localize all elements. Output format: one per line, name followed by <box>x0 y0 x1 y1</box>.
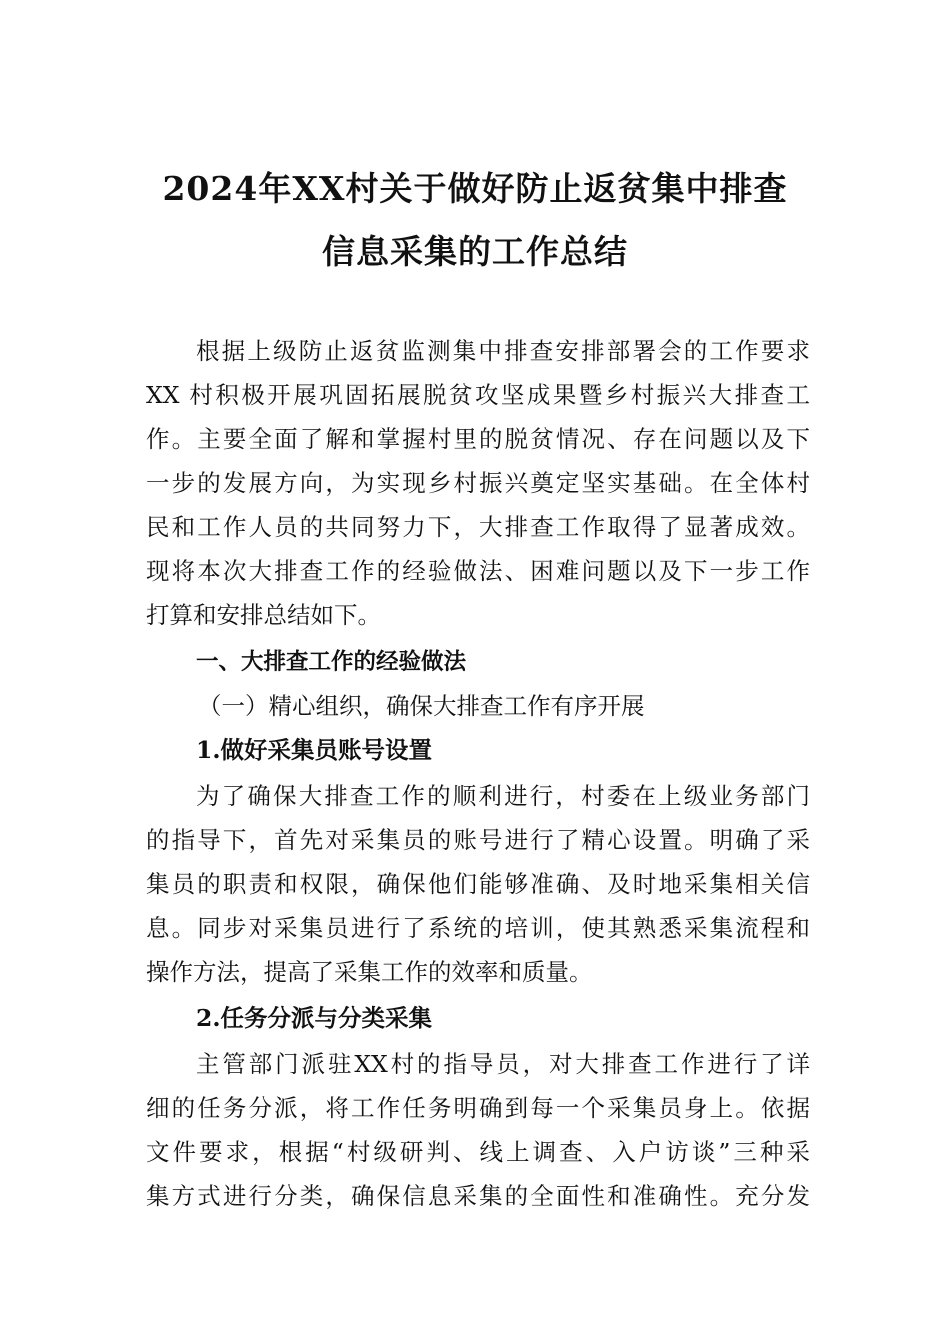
item2-line: 集方式进行分类，确保信息采集的全面性和准确性。充分发 <box>146 1182 810 1210</box>
intro-line: 民和工作人员的共同努力下，大排查工作取得了显著成效。 <box>146 513 810 541</box>
document-title-line-1: 2024年XX村关于做好防止返贫集中排查 <box>162 169 788 208</box>
item1-line: 息。同步对采集员进行了系统的培训，使其熟悉采集流程和 <box>146 914 810 942</box>
intro-line: XX 村积极开展巩固拓展脱贫攻坚成果暨乡村振兴大排查工 <box>146 381 810 409</box>
item1-line: 集员的职责和权限，确保他们能够准确、及时地采集相关信 <box>146 870 810 898</box>
item2-line: 细的任务分派，将工作任务明确到每一个采集员身上。依据 <box>146 1094 810 1122</box>
item-heading: 1.做好采集员账号设置 <box>196 736 433 764</box>
item1-line: 为了确保大排查工作的顺利进行，村委在上级业务部门 <box>196 782 810 810</box>
item2-line: 主管部门派驻XX村的指导员，对大排查工作进行了详 <box>196 1050 810 1078</box>
item-heading: 2.任务分派与分类采集 <box>196 1004 433 1032</box>
intro-line: 打算和安排总结如下。 <box>146 601 381 629</box>
item1-line: 的指导下，首先对采集员的账号进行了精心设置。明确了采 <box>146 826 810 854</box>
subsection-heading: （一）精心组织，确保大排查工作有序开展 <box>198 692 645 720</box>
intro-line: 现将本次大排查工作的经验做法、困难问题以及下一步工作 <box>146 557 810 585</box>
intro-line: 作。主要全面了解和掌握村里的脱贫情况、存在问题以及下 <box>146 425 810 453</box>
document-title-line-2: 信息采集的工作总结 <box>322 232 628 271</box>
section-heading: 一、大排查工作的经验做法 <box>196 649 467 675</box>
item1-line: 操作方法，提高了采集工作的效率和质量。 <box>146 958 593 986</box>
intro-line: 根据上级防止返贫监测集中排查安排部署会的工作要求 <box>196 337 810 365</box>
intro-line: 一步的发展方向，为实现乡村振兴奠定坚实基础。在全体村 <box>146 469 810 497</box>
item2-line: 文件要求，根据“村级研判、线上调查、入户访谈”三种采 <box>146 1138 810 1166</box>
